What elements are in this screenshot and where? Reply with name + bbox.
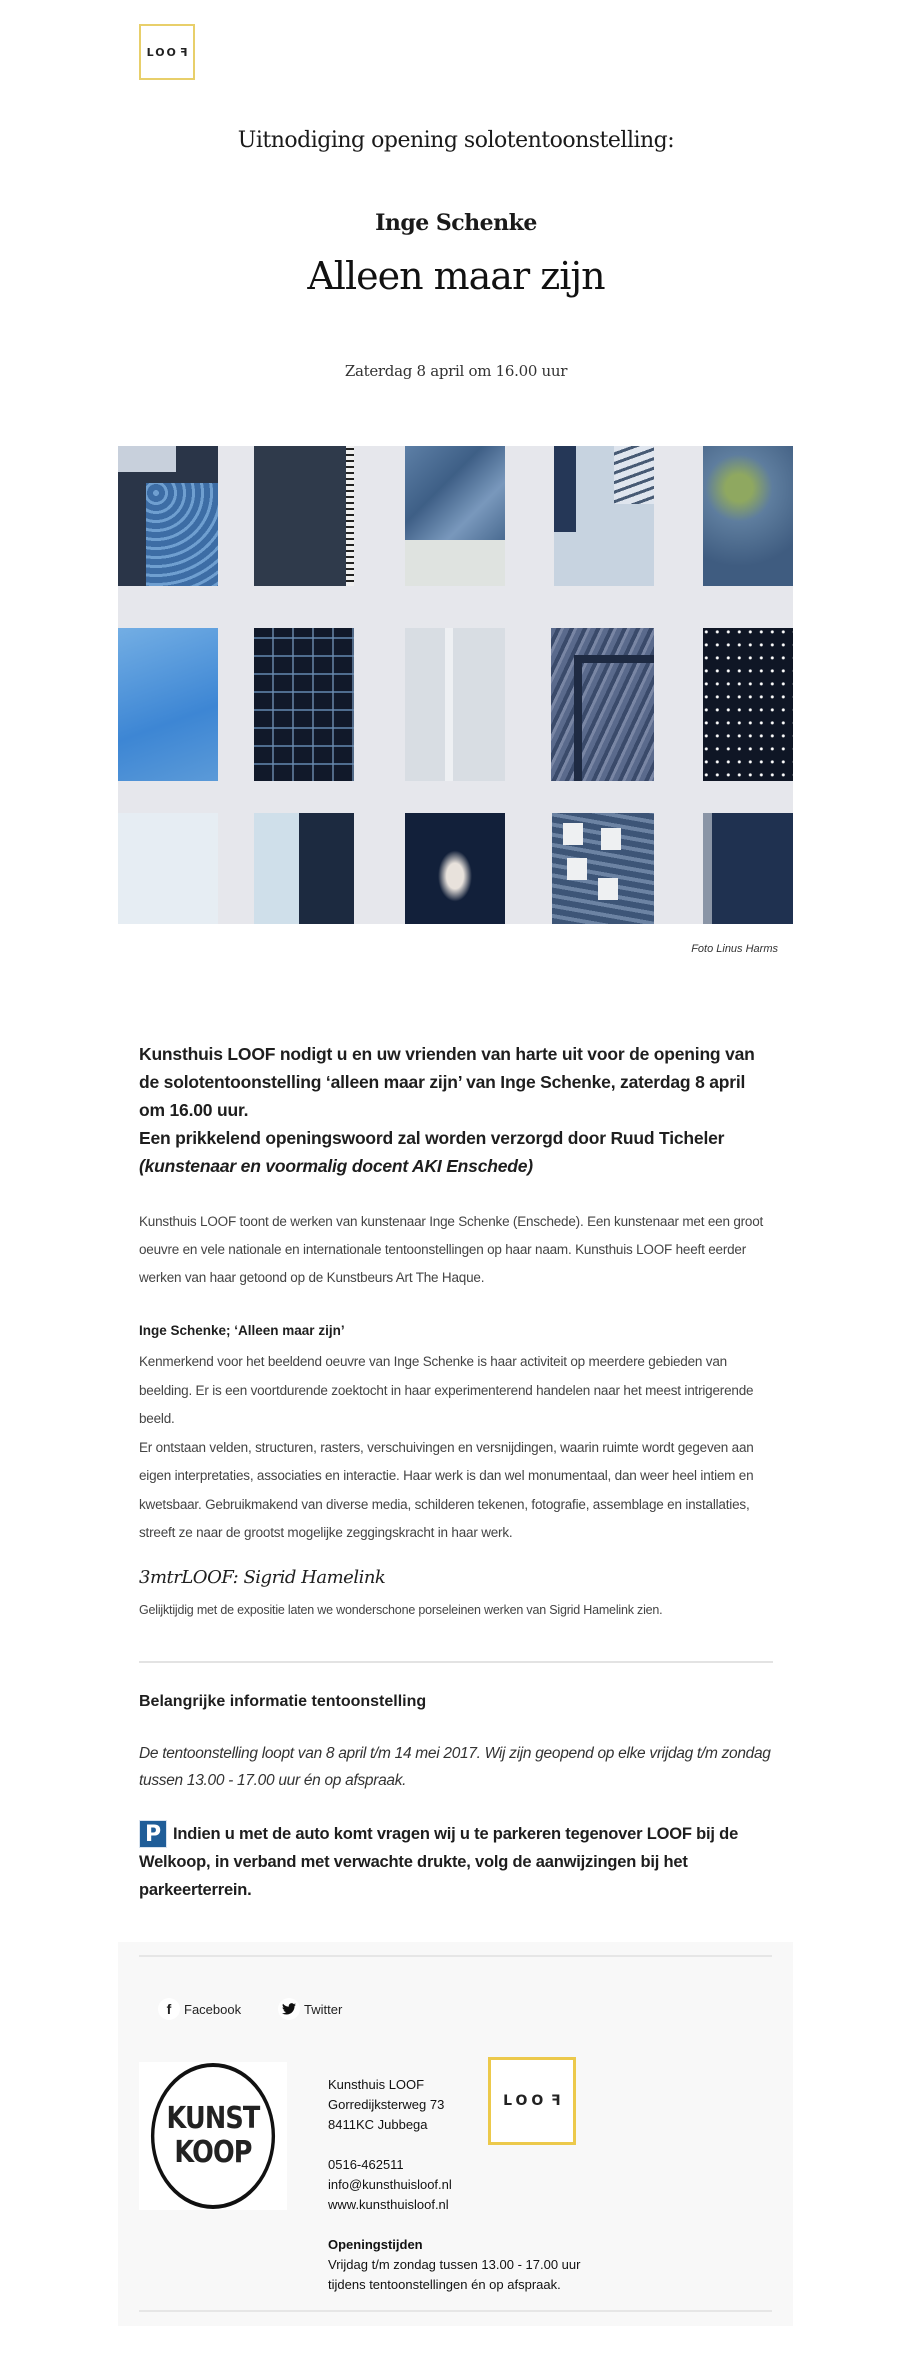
kunstkoop-circle: [151, 2063, 275, 2209]
phone-number[interactable]: 0516-462511: [328, 2157, 404, 2172]
show-title: Alleen maar zijn: [307, 254, 605, 298]
about-paragraph-2: Er ontstaan velden, structuren, rasters, verschuivingen en versnijdingen, waarin ruimte wordt gegeven aan eigen interpretaties, associaties en interactie. Haar werk is dan wel monumentaal, dan weer heel intiem en kwetsbaar. Gebruikmakend van diverse media, schilderen tekenen, fotografie, assemblage en installaties, streeft ze naar de grootst mogelijke zeggingskracht in haar werk.: [139, 1439, 754, 1540]
website-link[interactable]: www.kunsthuisloof.nl: [328, 2197, 449, 2212]
opening-hours-heading: Openingstijden: [328, 2237, 423, 2252]
info-heading: Belangrijke informatie tentoonstelling: [139, 1693, 427, 1710]
facebook-label: Facebook: [184, 2001, 242, 2017]
side-exhibition-heading: 3mtrLOOF: Sigrid Hamelink: [139, 1567, 386, 1588]
photo-credit: Foto Linus Harms: [691, 943, 778, 955]
kunstkoop-line2: KOOP: [174, 2135, 252, 2170]
parking-info: [139, 1820, 773, 1904]
section-divider: [139, 1661, 773, 1663]
exhibition-dates: De tentoonstelling loopt van 8 april t/m 14 mei 2017. Wij zijn geopend op elke vrijdag t/m zondag tussen 13.00 - 17.00 uur én op afspraak.: [139, 1745, 771, 1789]
opening-hours-line2: tijdens tentoonstellingen én op afspraak.: [328, 2277, 561, 2292]
footer-bottom-divider: [139, 2310, 772, 2312]
parking-icon: P: [139, 1820, 167, 1848]
kunstkoop-line1: KUNST: [166, 2101, 260, 2136]
address-name: Kunsthuis LOOF: [328, 2077, 425, 2092]
footer-top-divider: [139, 1955, 772, 1957]
email-link[interactable]: info@kunsthuisloof.nl: [328, 2177, 452, 2192]
invite-title: Uitnodiging opening solotentoonstelling:: [237, 128, 675, 153]
about-paragraph-1: Kenmerkend voor het beeldend oeuvre van Inge Schenke is haar activiteit op meerdere gebieden van beelding. Er is een voortdurende zoektocht in haar experimenterend handelen naar het meest intrigerende beeld.: [139, 1354, 754, 1426]
about-heading: Inge Schenke; ‘Alleen maar zijn’: [139, 1323, 345, 1338]
side-exhibition-text: Gelijktijdig met de expositie laten we wonderschone porseleinen werken van Sigrid Hamelink zien.: [139, 1603, 663, 1617]
lead-invitation: Kunsthuis LOOF nodigt u en uw vrienden van harte uit voor de opening van de solotentoonstelling ‘alleen maar zijn’ van Inge Schenke, zaterdag 8 april om 16.00 uur.: [139, 1044, 755, 1120]
footer-loof-logo-text: LOOF: [503, 2093, 561, 2109]
twitter-label: Twitter: [304, 2001, 343, 2017]
facebook-icon: f: [158, 1998, 180, 2020]
artist-name: Inge Schenke: [375, 210, 537, 236]
facebook-link[interactable]: [158, 1998, 241, 2020]
lead-paragraph: [139, 1040, 773, 1180]
lead-speaker-role: (kunstenaar en voormalig docent AKI Enschede): [139, 1156, 533, 1176]
twitter-icon: [278, 1998, 300, 2020]
intro-paragraph: Kunsthuis LOOF toont de werken van kunstenaar Inge Schenke (Enschede). Een kunstenaar met een groot oeuvre en vele nationale en internationale tentoonstellingen op haar naam. Kunsthuis LOOF heeft eerder werken van haar getoond op de Kunstbeurs Art The Haque.: [139, 1214, 764, 1285]
opening-hours-line1: Vrijdag t/m zondag tussen 13.00 - 17.00 uur: [328, 2257, 581, 2272]
twitter-link[interactable]: [278, 1998, 342, 2020]
loof-logo-text: LOOF: [146, 45, 188, 59]
show-date: Zaterdag 8 april om 16.00 uur: [344, 362, 568, 380]
about-text: [139, 1348, 773, 1548]
address-city: 8411KC Jubbega: [328, 2117, 428, 2132]
kunstkoop-logo[interactable]: [139, 2062, 287, 2210]
footer-loof-logo[interactable]: [488, 2057, 576, 2145]
lead-speaker: Een prikkelend openingswoord zal worden verzorgd door Ruud Ticheler: [139, 1128, 725, 1148]
loof-logo[interactable]: [139, 24, 195, 80]
parking-text: Indien u met de auto komt vragen wij u te parkeren tegenover LOOF bij de Welkoop, in verband met verwachte drukte, volg de aanwijzingen bij het parkeerterrein.: [139, 1825, 739, 1899]
address-street: Gorredijksterweg 73: [328, 2097, 445, 2112]
artwork-image: [118, 446, 793, 924]
footer: [118, 1942, 793, 2326]
